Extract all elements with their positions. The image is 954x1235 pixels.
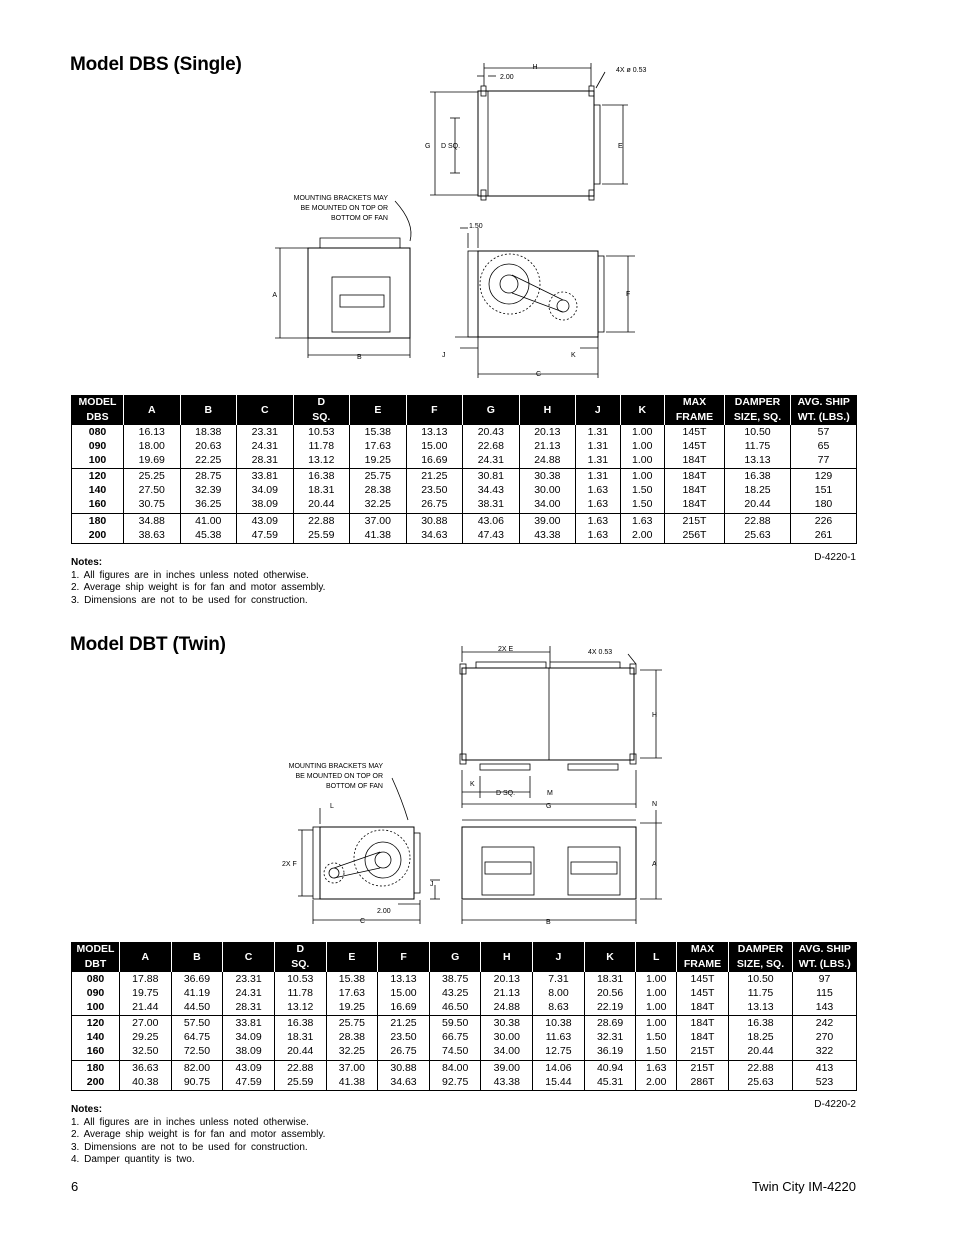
dbs-bracket-note-2: BE MOUNTED ON TOP OR: [300, 205, 388, 212]
table-row: 120 140 160 27.00 29.25 32.50 57.50 64.75 72.50 33.81 34.09 38.09 16.38 18.31 20.44 25.75 28.38 32.25 21.25 23.50 26.75 59.50 66.75 74.50 30.38 30.00 34.00 10.38 11.63 12.75 28.69 32.31 36.19 1.00 1.50 1.50 184T 184T 215T 16.38 18.25 20.44 242 270 322: [72, 1016, 857, 1060]
dbs-note-2: 2. Average ship weight is for fan and motor assembly.: [71, 582, 326, 593]
dbt-note-4: 4. Damper quantity is two.: [71, 1154, 195, 1165]
dbt-notes-title: Notes:: [71, 1104, 103, 1115]
dbt-header-d: D SQ.: [274, 942, 326, 972]
dbs-label-1-50: 1.50: [469, 223, 483, 230]
dbs-label-2-00: 2.00: [500, 74, 514, 81]
dbt-label-2x-e: 2X E: [498, 646, 514, 653]
dbs-header-weight: AVG. SHIP WT. (LBS.): [791, 395, 857, 425]
dbs-label-e: E: [618, 143, 623, 150]
dbt-label-2-00: 2.00: [377, 908, 391, 915]
dbt-note-3: 3. Dimensions are not to be used for construction.: [71, 1141, 308, 1153]
dbt-note-2: 2. Average ship weight is for fan and motor assembly.: [71, 1129, 326, 1140]
dbs-header-j: J: [576, 395, 620, 425]
dbs-header-e: E: [350, 395, 407, 425]
table-row: 120 140 160 25.25 27.50 30.75 28.75 32.39 36.25 33.81 34.09 38.09 16.38 18.31 20.44 25.75 28.38 32.25 21.25 23.50 26.75 30.81 34.43 38.31 30.38 30.00 34.00 1.31 1.63 1.63 1.00 1.50 1.50 184T 184T 184T 16.38 18.25 20.44 129 151 180: [72, 469, 857, 513]
dbt-label-k: K: [470, 781, 475, 788]
dbs-note-1: 1. All figures are in inches unless noted otherwise.: [71, 569, 309, 581]
dbs-header-max-frame: MAX FRAME: [665, 395, 725, 425]
dbt-header-l: L: [636, 942, 677, 972]
dbt-header-damper: DAMPER SIZE, SQ.: [729, 942, 793, 972]
dbt-label-holes: 4X 0.53: [588, 649, 613, 656]
dbs-label-k: K: [571, 352, 576, 359]
dbs-label-b: B: [357, 354, 362, 361]
dbs-spec-table: [71, 395, 857, 544]
dbt-header-f: F: [378, 942, 430, 972]
dbt-header-j: J: [533, 942, 585, 972]
dbs-table-body: [72, 425, 857, 544]
table-row: 080 090 100 17.88 19.75 21.44 36.69 41.19 44.50 23.31 24.31 28.31 10.53 11.78 13.12 15.38 17.63 19.25 13.13 15.00 16.69 38.75 43.25 46.50 20.13 21.13 24.88 7.31 8.00 8.63 18.31 20.56 22.19 1.00 1.00 1.00 145T 145T 184T 10.50 11.75 13.13 97 115 143: [72, 972, 857, 1016]
dbs-header-a: A: [124, 395, 181, 425]
dbs-header-h: H: [519, 395, 576, 425]
dbt-table-body: [72, 972, 857, 1091]
dbt-label-dsq: D SQ.: [496, 790, 516, 797]
dbs-title: Model DBS (Single): [70, 54, 242, 75]
table-row: 180 200 36.63 40.38 82.00 90.75 43.09 47.59 22.88 25.59 37.00 41.38 30.88 34.63 84.00 92.75 39.00 43.38 14.06 15.44 40.94 45.31 1.63 2.00 215T 286T 22.88 25.63 413 523: [72, 1060, 857, 1091]
dbs-notes-title: Notes:: [71, 557, 103, 568]
dbs-header-c: C: [237, 395, 294, 425]
dbt-header-k: K: [584, 942, 636, 972]
dbt-header-max-frame: MAX FRAME: [677, 942, 729, 972]
page-number: 6: [71, 1179, 79, 1194]
dbt-bracket-note-2: BE MOUNTED ON TOP OR: [295, 773, 383, 780]
dbs-bracket-note-1: MOUNTING BRACKETS MAY: [293, 195, 388, 202]
dbt-label-m: M: [547, 790, 553, 797]
dbs-label-c: C: [536, 371, 542, 378]
dbs-header-model: MODEL DBS: [72, 395, 124, 425]
dbt-bracket-note-3: BOTTOM OF FAN: [325, 783, 383, 790]
dbt-label-b: B: [546, 919, 551, 926]
dbt-drawing: [250, 640, 670, 935]
dbt-header-model: MODEL DBT: [72, 942, 120, 972]
dbt-bracket-note-1: MOUNTING BRACKETS MAY: [288, 763, 383, 770]
dbt-header-h: H: [481, 942, 533, 972]
dbs-header-g: G: [463, 395, 520, 425]
dbt-label-j: J: [430, 881, 434, 888]
dbt-header-a: A: [120, 942, 172, 972]
dbs-header-k: K: [620, 395, 664, 425]
dbt-notes: [71, 1104, 325, 1167]
dbt-label-a: A: [652, 861, 657, 868]
dbt-header-e: E: [326, 942, 378, 972]
table-row: 180 200 34.88 38.63 41.00 45.38 43.09 47.59 22.88 25.59 37.00 41.38 30.88 34.63 43.06 47.43 39.00 43.38 1.63 1.63 1.63 2.00 215T 256T 22.88 25.63 226 261: [72, 513, 857, 544]
dbs-notes: [71, 557, 325, 607]
dbt-label-g: G: [546, 803, 552, 810]
dbs-note-3: 3. Dimensions are not to be used for construction.: [71, 594, 308, 606]
dbs-header-damper: DAMPER SIZE, SQ.: [725, 395, 791, 425]
dbt-label-c: C: [360, 918, 366, 925]
dbs-label-f: F: [626, 291, 631, 298]
dbs-drawing-number: D-4220-1: [814, 552, 856, 563]
dbs-bracket-note-3: BOTTOM OF FAN: [330, 215, 388, 222]
dbs-header-f: F: [406, 395, 463, 425]
dbs-header-b: B: [180, 395, 237, 425]
document-title: Twin City IM-4220: [751, 1179, 856, 1194]
dbs-header-d: D SQ.: [293, 395, 350, 425]
dbt-title: Model DBT (Twin): [70, 634, 226, 655]
dbt-header-c: C: [223, 942, 275, 972]
dbt-label-h: H: [652, 712, 658, 719]
dbt-header-g: G: [429, 942, 481, 972]
dbt-header-b: B: [171, 942, 223, 972]
dbs-label-h: H: [532, 64, 538, 71]
dbt-label-2x-f: 2X F: [282, 861, 297, 868]
dbt-header-weight: AVG. SHIP WT. (LBS.): [793, 942, 857, 972]
dbt-note-1: 1. All figures are in inches unless noted otherwise.: [71, 1116, 309, 1128]
table-row: 080 090 100 16.13 18.00 19.69 18.38 20.63 22.25 23.31 24.31 28.31 10.53 11.78 13.12 15.38 17.63 19.25 13.13 15.00 16.69 20.43 22.68 24.31 20.13 21.13 24.88 1.31 1.31 1.31 1.00 1.00 1.00 145T 145T 184T 10.50 11.75 13.13 57 65 77: [72, 425, 857, 469]
dbt-spec-table: [71, 942, 857, 1091]
dbs-label-holes: 4X ø 0.53: [616, 67, 647, 74]
dbt-drawing-number: D-4220-2: [814, 1099, 856, 1110]
dbs-drawing: [250, 58, 670, 383]
dbt-label-n: N: [652, 801, 658, 808]
dbs-label-g: G: [425, 143, 431, 150]
dbs-label-j: J: [442, 352, 446, 359]
dbt-label-l: L: [330, 803, 334, 810]
dbs-label-dsq: D SQ.: [441, 143, 461, 150]
dbs-label-a: A: [272, 292, 277, 299]
